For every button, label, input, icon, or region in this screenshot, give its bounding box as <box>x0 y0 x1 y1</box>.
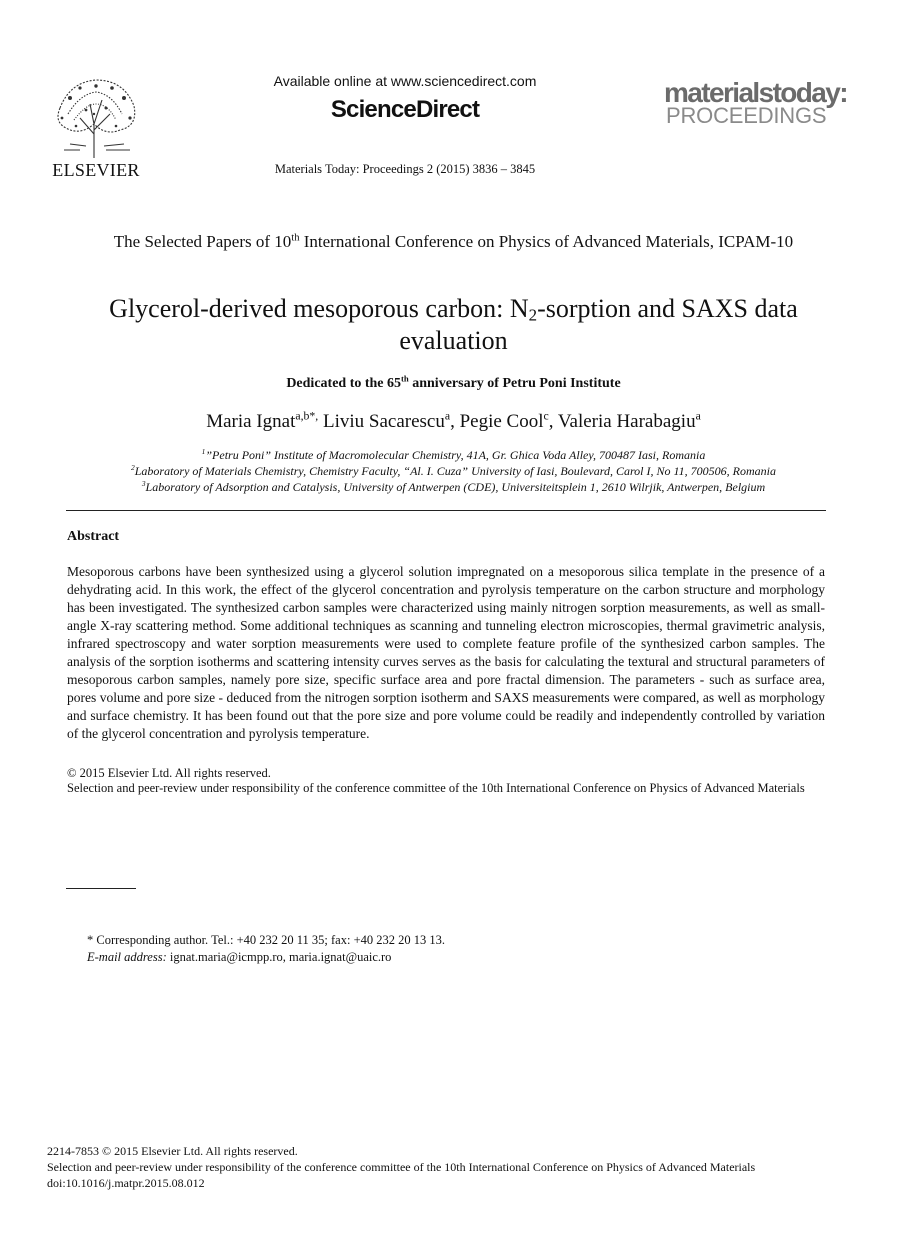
paper-title-sub: 2 <box>528 305 538 325</box>
elsevier-wordmark: ELSEVIER <box>52 160 140 180</box>
email-label: E-mail address: <box>87 950 167 964</box>
materials-today-logo-line1: materialstoday: <box>664 77 847 108</box>
abstract-heading: Abstract <box>67 529 120 544</box>
elsevier-logo <box>50 74 142 182</box>
materials-today-logo <box>664 78 854 130</box>
dedication-sup: th <box>401 373 409 384</box>
email-line <box>87 949 445 966</box>
footer-doi[interactable]: doi:10.1016/j.matpr.2015.08.012 <box>47 1176 205 1190</box>
page-footer <box>47 1143 867 1191</box>
affiliation-text: Laboratory of Adsorption and Catalysis, University of Antwerpen (CDE), Universiteitsplein 1, 2610 Wilrjik, Antwerpen, Belgium <box>145 480 766 494</box>
available-online-text[interactable]: Available online at www.sciencedirect.com <box>273 73 537 89</box>
footer-peer-review: Selection and peer-review under responsibility of the conference committee of the 10th International Conference on Physics of Advanced Materials <box>47 1160 756 1174</box>
conference-title-sup: th <box>291 232 300 244</box>
footnote-divider <box>66 888 136 889</box>
paper-title <box>55 293 852 357</box>
affiliation-2 <box>40 464 867 479</box>
paper-title-pre: Glycerol-derived mesoporous carbon: N <box>109 294 529 323</box>
elsevier-tree-icon <box>50 74 142 160</box>
footer-issn: 2214-7853 © 2015 Elsevier Ltd. All rights reserved. <box>47 1144 298 1158</box>
author-affiliation-mark: a <box>444 409 451 423</box>
email-addresses[interactable]: ignat.maria@icmpp.ro, maria.ignat@uaic.ro <box>166 950 392 964</box>
materials-today-logo-line2: PROCEEDINGS <box>666 103 827 128</box>
conference-title-pre: The Selected Papers of 10 <box>113 232 292 251</box>
author-affiliation-mark: a <box>695 409 701 423</box>
conference-title-post: International Conference on Physics of Advanced Materials, ICPAM-10 <box>299 232 794 251</box>
abstract-body: Mesoporous carbons have been synthesized using a glycerol solution impregnated on a mesoporous silica template in the presence of a dehydrating acid. In this work, the effect of the glycerol concentration and pyrolysis temperature on the carbon structure and morphology has been investigated. The synthesized carbon samples were characterized using mainly nitrogen sorption measurements, as well as small-angle X-ray scattering method. Some additional techniques as scanning and tunneling electron microscopies, thermal gravimetric analysis, infrared spectroscopy and water sorption measurements were used to complete feature profile of the synthesized carbon samples. The analysis of the sorption isotherms and scattering intensity curves serves as the basis for calculating the textural and structural parameters of mesoporous carbon samples, namely pore size, specific surface area and pore fractal dimension. The parameters - such as surface area, pores volume and pore size - deduced from the nitrogen sorption isotherm and SAXS measurements were compared, as well as morphology and surface chemistry. It has been found out that the pore size and pore volume could be readily and independently controlled by variation of the glycerol concentration and pyrolysis temperature. <box>67 564 825 741</box>
author-name: Maria Ignat <box>206 411 296 432</box>
affiliation-number: 1 <box>201 447 206 456</box>
sciencedirect-logo: ScienceDirect <box>330 96 480 123</box>
dedication <box>55 373 852 392</box>
affiliation-number: 2 <box>131 463 135 472</box>
paper-title-post: -sorption and SAXS data evaluation <box>399 294 798 355</box>
author-list <box>55 411 852 433</box>
header-divider <box>66 510 826 511</box>
affiliation-text: ”Petru Poni” Institute of Macromolecular Chemistry, 41A, Gr. Ghica Voda Alley, 700487 Iasi, Romania <box>205 448 706 462</box>
author-name: , Pegie Cool <box>450 411 544 432</box>
author-name: Liviu Sacarescu <box>318 411 445 432</box>
dedication-post: anniversary of Petru Poni Institute <box>408 376 621 391</box>
affiliation-3 <box>40 480 867 495</box>
corresponding-author-note <box>87 932 445 966</box>
author-name: , Valeria Harabagiu <box>548 411 696 432</box>
abstract-copyright: © 2015 Elsevier Ltd. All rights reserved. <box>67 766 271 780</box>
journal-reference: Materials Today: Proceedings 2 (2015) 3836 – 3845 <box>274 162 536 176</box>
corresponding-author-line: * Corresponding author. Tel.: +40 232 20 11 35; fax: +40 232 20 13 13. <box>87 933 445 947</box>
affiliation-number: 3 <box>141 479 146 488</box>
author-affiliation-mark: c <box>543 409 549 423</box>
author-affiliation-mark: a,b*, <box>295 409 319 423</box>
affiliation-1 <box>40 448 867 463</box>
abstract-peer-review: Selection and peer-review under responsibility of the conference committee of the 10th International Conference on Physics of Advanced Materials <box>67 781 805 795</box>
affiliation-text: Laboratory of Materials Chemistry, Chemistry Faculty, “Al. I. Cuza” University of Iasi, Boulevard, Carol I, No 11, 700506, Romania <box>134 464 776 478</box>
dedication-pre: Dedicated to the 65 <box>286 376 402 391</box>
conference-title <box>55 232 852 251</box>
